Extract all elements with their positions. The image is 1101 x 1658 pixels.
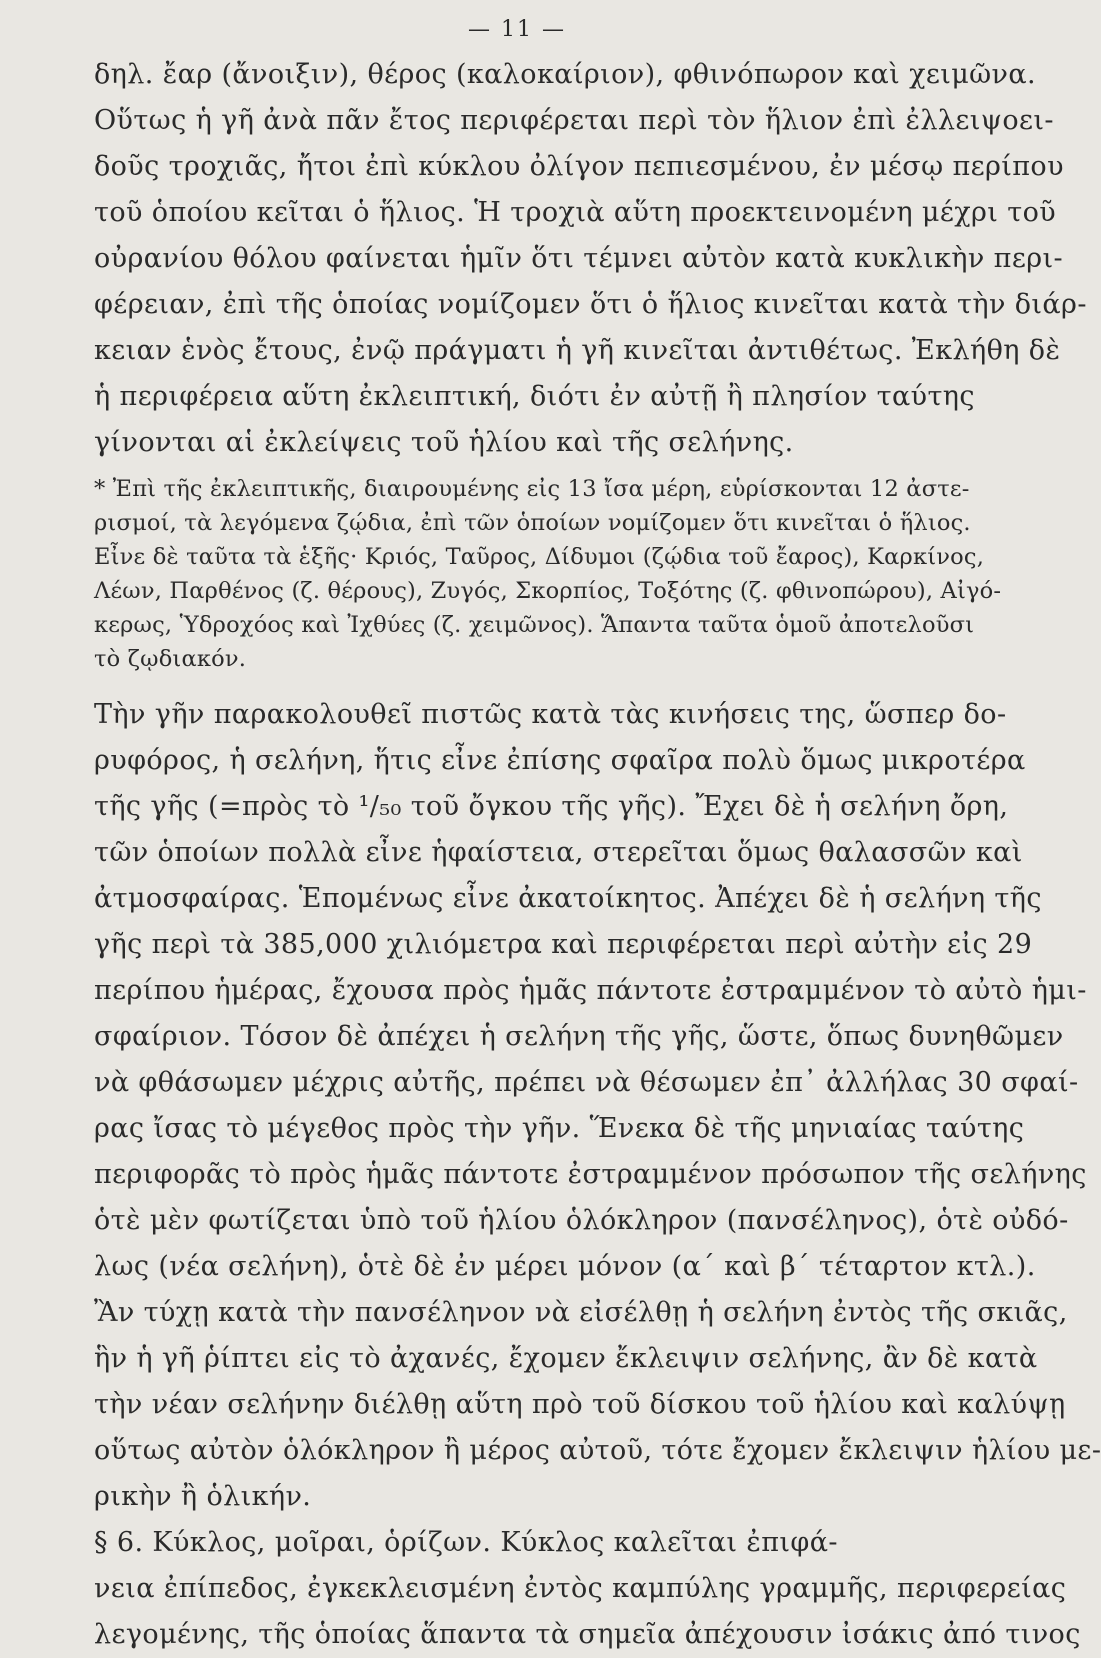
footnote-line: * Ἐπὶ τῆς ἐκλειπτικῆς, διαιρουμένης εἰς 13 ἴσα μέρη, εὑρίσκονται 12 ἀστε- [94,476,970,502]
text-line: γίνονται αἱ ἐκλείψεις τοῦ ἡλίου καὶ τῆς σελήνης. [94,427,794,458]
text-line: νὰ φθάσωμεν μέχρις αὐτῆς, πρέπει νὰ θέσωμεν ἐπ᾽ ἀλλήλας 30 σφαί- [94,1067,1079,1098]
text-line: ἡ περιφέρεια αὕτη ἐκλειπτική, διότι ἐν αὐτῇ ἢ πλησίον ταύτης [94,381,975,412]
paragraph-seasons-orbit [94,52,1087,466]
page-number: — 11 — [468,17,566,42]
text-line: ρυφόρος, ἡ σελήνη, ἥτις εἶνε ἐπίσης σφαῖρα πολὺ ὅμως μικροτέρα [94,745,1026,776]
text-line: κειαν ἑνὸς ἔτους, ἐνῷ πράγματι ἡ γῆ κινεῖται ἀντιθέτως. Ἐκλήθη δὲ [94,335,1061,366]
text-line: ρας ἴσας τὸ μέγεθος πρὸς τὴν γῆν. Ἕνεκα δὲ τῆς μηνιαίας ταύτης [94,1113,1025,1144]
text-line: δηλ. ἔαρ (ἄνοιξιν), θέρος (καλοκαίριον), φθινόπωρον καὶ χειμῶνα. [94,59,1036,90]
text-line: σφαίριον. Τόσον δὲ ἀπέχει ἡ σελήνη τῆς γῆς, ὥστε, ὅπως δυνηθῶμεν [94,1021,1064,1052]
text-line: § 6. Κύκλος, μοῖραι, ὁρίζων. Κύκλος καλεῖται ἐπιφά- [94,1527,838,1558]
text-line: ὁτὲ μὲν φωτίζεται ὑπὸ τοῦ ἡλίου ὁλόκληρον (πανσέληνος), ὁτὲ οὐδό- [94,1205,1069,1236]
text-line: Ἂν τύχῃ κατὰ τὴν πανσέληνον νὰ εἰσέλθῃ ἡ σελήνη ἐντὸς τῆς σκιᾶς, [94,1297,1068,1328]
paragraph-circle-section [94,1520,1081,1658]
text-line: νεια ἐπίπεδος, ἐγκεκλεισμένη ἐντὸς καμπύλης γραμμῆς, περιφερείας [94,1573,1067,1604]
text-line: ρικὴν ἢ ὁλικήν. [94,1481,312,1512]
footnote-line: Λέων, Παρθένος (ζ. θέρους), Ζυγός, Σκορπίος, Τοξότης (ζ. φθινοπώρου), Αἰγό- [94,578,1002,604]
text-line: τῆς γῆς (=πρὸς τὸ ¹/₅₀ τοῦ ὄγκου τῆς γῆς). Ἔχει δὲ ἡ σελήνη ὄρη, [94,791,1009,822]
text-line: λεγομένης, τῆς ὁποίας ἅπαντα τὰ σημεῖα ἀπέχουσιν ἰσάκις ἀπό τινος [94,1619,1081,1650]
footnote-line: Εἶνε δὲ ταῦτα τὰ ἑξῆς· Κριός, Ταῦρος, Δίδυμοι (ζῴδια τοῦ ἔαρος), Καρκίνος, [94,544,985,570]
text-line: περίπου ἡμέρας, ἔχουσα πρὸς ἡμᾶς πάντοτε ἐστραμμένον τὸ αὐτὸ ἡμι- [94,975,1087,1006]
text-line: οὐρανίου θόλου φαίνεται ἡμῖν ὅτι τέμνει αὐτὸν κατὰ κυκλικὴν περι- [94,243,1063,274]
footnote-line: τὸ ζῳδιακόν. [94,646,247,672]
text-line: δοῦς τροχιᾶς, ἤτοι ἐπὶ κύκλου ὀλίγον πεπιεσμένου, ἐν μέσῳ περίπου [94,151,1064,182]
paragraph-moon [94,692,1101,1520]
footnote-line: κερως, Ὑδροχόος καὶ Ἰχθύες (ζ. χειμῶνος). Ἅπαντα ταῦτα ὁμοῦ ἀποτελοῦσι [94,612,975,638]
footnote-line: ρισμοί, τὰ λεγόμενα ζῴδια, ἐπὶ τῶν ὁποίων νομίζομεν ὅτι κινεῖται ὁ ἥλιος. [94,510,971,536]
text-line: φέρειαν, ἐπὶ τῆς ὁποίας νομίζομεν ὅτι ὁ ἥλιος κινεῖται κατὰ τὴν διάρ- [94,289,1087,320]
text-line: τοῦ ὁποίου κεῖται ὁ ἥλιος. Ἡ τροχιὰ αὕτη προεκτεινομένη μέχρι τοῦ [94,197,1057,228]
text-line: οὕτως αὐτὸν ὁλόκληρον ἢ μέρος αὐτοῦ, τότε ἔχομεν ἔκλειψιν ἡλίου με- [94,1435,1101,1466]
text-line: τῶν ὁποίων πολλὰ εἶνε ἡφαίστεια, στερεῖται ὅμως θαλασσῶν καὶ [94,837,1023,868]
text-line: λως (νέα σελήνη), ὁτὲ δὲ ἐν μέρει μόνον (α´ καὶ β´ τέταρτον κτλ.). [94,1251,1036,1282]
text-line: περιφορᾶς τὸ πρὸς ἡμᾶς πάντοτε ἐστραμμένον πρόσωπον τῆς σελήνης [94,1159,1087,1190]
text-line: ἀτμοσφαίρας. Ἑπομένως εἶνε ἀκατοίκητος. Ἀπέχει δὲ ἡ σελήνη τῆς [94,883,1042,914]
text-line: τὴν νέαν σελήνην διέλθῃ αὕτη πρὸ τοῦ δίσκου τοῦ ἡλίου καὶ καλύψῃ [94,1389,1066,1420]
text-line: ἣν ἡ γῆ ῥίπτει εἰς τὸ ἀχανές, ἔχομεν ἔκλειψιν σελήνης, ἂν δὲ κατὰ [94,1343,1038,1374]
text-line: Τὴν γῆν παρακολουθεῖ πιστῶς κατὰ τὰς κινήσεις της, ὥσπερ δο- [94,699,1007,730]
text-line: γῆς περὶ τὰ 385,000 χιλιόμετρα καὶ περιφέρεται περὶ αὐτὴν εἰς 29 [94,929,1033,960]
text-line: Οὕτως ἡ γῆ ἀνὰ πᾶν ἔτος περιφέρεται περὶ τὸν ἥλιον ἐπὶ ἐλλειψοει- [94,105,1054,136]
footnote-zodiac [94,472,1002,676]
